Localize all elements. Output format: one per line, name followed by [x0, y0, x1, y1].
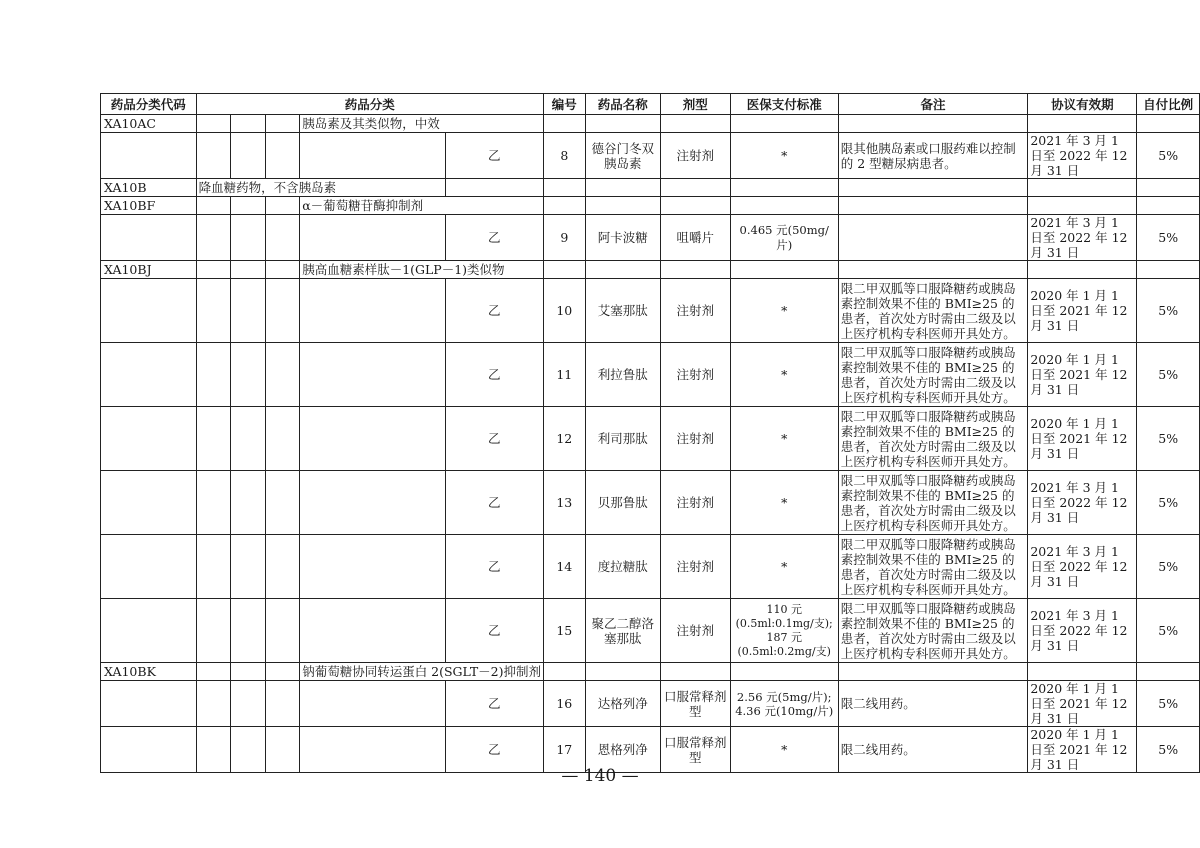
drug-name: 恩格列净 — [585, 727, 660, 773]
group-label: 钠葡萄糖协同转运蛋白 2(SGLT－2)抑制剂 — [300, 663, 544, 681]
drug-price: * — [730, 407, 838, 471]
drug-class: 乙 — [445, 727, 544, 773]
group-row — [101, 179, 1200, 197]
drug-number: 9 — [544, 215, 586, 261]
drug-number: 8 — [544, 133, 586, 179]
drug-price: 110 元 (0.5ml:0.1mg/支); 187 元 (0.5ml:0.2mg/支) — [730, 599, 838, 663]
header-form: 剂型 — [660, 94, 730, 115]
drug-price: * — [730, 133, 838, 179]
header-number: 编号 — [544, 94, 586, 115]
table-row — [101, 535, 1200, 599]
header-ratio: 自付比例 — [1137, 94, 1200, 115]
group-code: XA10B — [101, 179, 197, 197]
group-row — [101, 115, 1200, 133]
drug-class: 乙 — [445, 535, 544, 599]
drug-ratio: 5% — [1137, 727, 1200, 773]
drug-class: 乙 — [445, 215, 544, 261]
drug-price: * — [730, 535, 838, 599]
table-row — [101, 279, 1200, 343]
group-code: XA10BJ — [101, 261, 197, 279]
drug-ratio: 5% — [1137, 471, 1200, 535]
drug-remark: 限二甲双胍等口服降糖药或胰岛素控制效果不佳的 BMI≥25 的患者，首次处方时需由二级及以上医疗机构专科医师开具处方。 — [838, 471, 1028, 535]
drug-ratio: 5% — [1137, 535, 1200, 599]
drug-class: 乙 — [445, 681, 544, 727]
group-row — [101, 197, 1200, 215]
drug-form: 咀嚼片 — [660, 215, 730, 261]
drug-validity: 2021 年 3 月 1 日至 2022 年 12 月 31 日 — [1028, 471, 1137, 535]
table-row — [101, 133, 1200, 179]
drug-name: 阿卡波糖 — [585, 215, 660, 261]
drug-remark: 限二甲双胍等口服降糖药或胰岛素控制效果不佳的 BMI≥25 的患者，首次处方时需由二级及以上医疗机构专科医师开具处方。 — [838, 279, 1028, 343]
drug-number: 14 — [544, 535, 586, 599]
group-label: 降血糖药物，不含胰岛素 — [196, 179, 445, 197]
header-validity: 协议有效期 — [1028, 94, 1137, 115]
group-label: 胰高血糖素样肽－1(GLP－1)类似物 — [300, 261, 544, 279]
drug-form: 口服常释剂型 — [660, 727, 730, 773]
drug-remark: 限二甲双胍等口服降糖药或胰岛素控制效果不佳的 BMI≥25 的患者，首次处方时需由二级及以上医疗机构专科医师开具处方。 — [838, 535, 1028, 599]
drug-name: 艾塞那肽 — [585, 279, 660, 343]
group-code: XA10AC — [101, 115, 197, 133]
drug-price: * — [730, 343, 838, 407]
drug-remark: 限二甲双胍等口服降糖药或胰岛素控制效果不佳的 BMI≥25 的患者，首次处方时需由二级及以上医疗机构专科医师开具处方。 — [838, 407, 1028, 471]
group-label: α－葡萄糖苷酶抑制剂 — [300, 197, 544, 215]
table-row — [101, 471, 1200, 535]
drug-form: 注射剂 — [660, 279, 730, 343]
group-code: XA10BF — [101, 197, 197, 215]
drug-price: 2.56 元(5mg/片); 4.36 元(10mg/片) — [730, 681, 838, 727]
group-row — [101, 261, 1200, 279]
drug-class: 乙 — [445, 133, 544, 179]
table-row — [101, 599, 1200, 663]
drug-ratio: 5% — [1137, 279, 1200, 343]
drug-price: * — [730, 471, 838, 535]
drug-ratio: 5% — [1137, 681, 1200, 727]
table-row — [101, 407, 1200, 471]
drug-class: 乙 — [445, 599, 544, 663]
drug-remark: 限其他胰岛素或口服药难以控制的 2 型糖尿病患者。 — [838, 133, 1028, 179]
drug-ratio: 5% — [1137, 133, 1200, 179]
drug-form: 注射剂 — [660, 471, 730, 535]
drug-number: 16 — [544, 681, 586, 727]
drug-form: 注射剂 — [660, 599, 730, 663]
header-price: 医保支付标准 — [730, 94, 838, 115]
drug-number: 12 — [544, 407, 586, 471]
group-code: XA10BK — [101, 663, 197, 681]
drug-name: 聚乙二醇洛塞那肽 — [585, 599, 660, 663]
drug-form: 口服常释剂型 — [660, 681, 730, 727]
drug-number: 17 — [544, 727, 586, 773]
drug-price: 0.465 元(50mg/片) — [730, 215, 838, 261]
drug-validity: 2020 年 1 月 1 日至 2021 年 12 月 31 日 — [1028, 279, 1137, 343]
drug-ratio: 5% — [1137, 407, 1200, 471]
drug-ratio: 5% — [1137, 599, 1200, 663]
drug-table — [100, 93, 1200, 773]
drug-class: 乙 — [445, 407, 544, 471]
drug-form: 注射剂 — [660, 407, 730, 471]
drug-ratio: 5% — [1137, 215, 1200, 261]
group-label: 胰岛素及其类似物，中效 — [300, 115, 544, 133]
drug-remark: 限二线用药。 — [838, 727, 1028, 773]
drug-validity: 2021 年 3 月 1 日至 2022 年 12 月 31 日 — [1028, 215, 1137, 261]
drug-name: 德谷门冬双胰岛素 — [585, 133, 660, 179]
drug-name: 利司那肽 — [585, 407, 660, 471]
group-row — [101, 663, 1200, 681]
drug-class: 乙 — [445, 343, 544, 407]
table-row — [101, 681, 1200, 727]
drug-number: 13 — [544, 471, 586, 535]
drug-name: 度拉糖肽 — [585, 535, 660, 599]
drug-form: 注射剂 — [660, 535, 730, 599]
drug-ratio: 5% — [1137, 343, 1200, 407]
drug-number: 10 — [544, 279, 586, 343]
drug-name: 达格列净 — [585, 681, 660, 727]
drug-remark: 限二线用药。 — [838, 681, 1028, 727]
header-category: 药品分类 — [196, 94, 543, 115]
drug-form: 注射剂 — [660, 343, 730, 407]
table-row — [101, 343, 1200, 407]
drug-validity: 2020 年 1 月 1 日至 2021 年 12 月 31 日 — [1028, 407, 1137, 471]
drug-validity: 2021 年 3 月 1 日至 2022 年 12 月 31 日 — [1028, 133, 1137, 179]
drug-validity: 2020 年 1 月 1 日至 2021 年 12 月 31 日 — [1028, 681, 1137, 727]
drug-validity: 2020 年 1 月 1 日至 2021 年 12 月 31 日 — [1028, 343, 1137, 407]
drug-validity: 2020 年 1 月 1 日至 2021 年 12 月 31 日 — [1028, 727, 1137, 773]
table-row — [101, 215, 1200, 261]
drug-remark: 限二甲双胍等口服降糖药或胰岛素控制效果不佳的 BMI≥25 的患者，首次处方时需由二级及以上医疗机构专科医师开具处方。 — [838, 599, 1028, 663]
header-code: 药品分类代码 — [101, 94, 197, 115]
drug-number: 15 — [544, 599, 586, 663]
header-row — [101, 94, 1200, 115]
page-number: — 140 — — [561, 766, 639, 786]
drug-validity: 2021 年 3 月 1 日至 2022 年 12 月 31 日 — [1028, 535, 1137, 599]
drug-form: 注射剂 — [660, 133, 730, 179]
drug-name: 利拉鲁肽 — [585, 343, 660, 407]
drug-class: 乙 — [445, 279, 544, 343]
drug-price: * — [730, 727, 838, 773]
drug-number: 11 — [544, 343, 586, 407]
drug-name: 贝那鲁肽 — [585, 471, 660, 535]
drug-remark — [838, 215, 1028, 261]
drug-class: 乙 — [445, 471, 544, 535]
drug-price: * — [730, 279, 838, 343]
header-remark: 备注 — [838, 94, 1028, 115]
drug-remark: 限二甲双胍等口服降糖药或胰岛素控制效果不佳的 BMI≥25 的患者，首次处方时需由二级及以上医疗机构专科医师开具处方。 — [838, 343, 1028, 407]
header-name: 药品名称 — [585, 94, 660, 115]
drug-validity: 2021 年 3 月 1 日至 2022 年 12 月 31 日 — [1028, 599, 1137, 663]
